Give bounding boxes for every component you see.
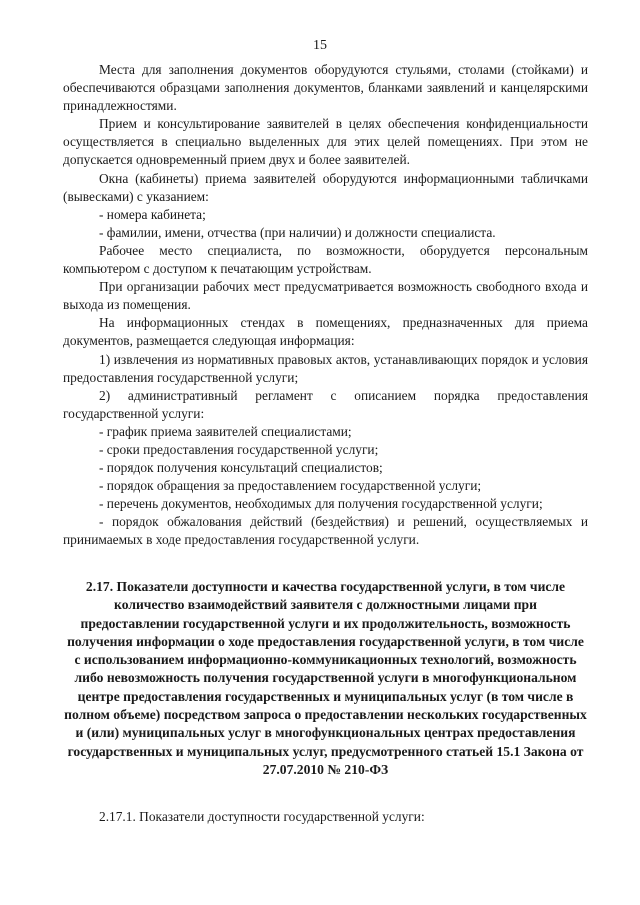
paragraph: При организации рабочих мест предусматривается возможность свободного входа и выхода из помещения. [63,279,588,313]
paragraph: Окна (кабинеты) приема заявителей оборудуются информационными табличками (вывесками) с указанием: [63,170,588,204]
list-item: - порядок получения консультаций специалистов; [99,460,383,476]
paragraph: 1) извлечения из нормативных правовых актов, устанавливающих порядок и условия предоставления государственной услуги; [63,351,588,385]
paragraph: Места для заполнения документов оборудуются стульями, столами (стойками) и обеспечиваются образцами заполнения документов, бланками заявлений и канцелярскими принадлежностями. [63,62,588,114]
list-item: - фамилии, имени, отчества (при наличии) и должности специалиста. [99,224,496,240]
list-item: - перечень документов, необходимых для получения государственной услуги; [99,496,543,512]
section-heading: 2.17. Показатели доступности и качества государственной услуги, в том числе количество взаимодействий заявителя с должностными лицами при предоставлении государственной услуги и их продолжительность, возможность получения информации о ходе предоставления государственной услуги, в том числе с использованием информационно-коммуникационных технологий, возможность либо невозможность получения государственной услуги в многофункциональном центре предоставления государственных и муниципальных услуг (в том числе в полном объеме) посредством запроса о предоставлении нескольких государственных и (или) муниципальных услуг в многофункциональных центрах предоставления государственных и муниципальных услуг, предусмотренного статьей 15.1 Закона от 27.07.2010 № 210-ФЗ [64,579,587,777]
list-item: - график приема заявителей специалистами; [99,423,352,439]
body-text [63,61,588,550]
paragraph: Рабочее место специалиста, по возможности, оборудуется персональным компьютером с доступом к печатающим устройствам. [63,242,588,277]
list-item: - порядок обращения за предоставлением государственной услуги; [99,478,482,494]
paragraph: 2) административный регламент с описанием порядка предоставления государственной услуги: [63,387,588,421]
paragraph: На информационных стендах в помещениях, предназначенных для приема документов, размещается следующая информация: [63,315,588,349]
page-number: 15 [313,38,327,53]
paragraph: Прием и консультирование заявителей в целях обеспечения конфиденциальности осуществляется в специально выделенных для этих целей помещениях. При этом не допускается одновременный прием двух и более заявителей. [63,116,588,168]
list-item: - порядок обжалования действий (бездействия) и решений, осуществляемых и принимаемых в ходе предоставления государственной услуги. [63,514,588,548]
list-item: - номера кабинета; [99,206,206,222]
list-item: - сроки предоставления государственной услуги; [99,441,379,457]
subsection-title: 2.17.1. Показатели доступности государственной услуги: [99,809,425,824]
